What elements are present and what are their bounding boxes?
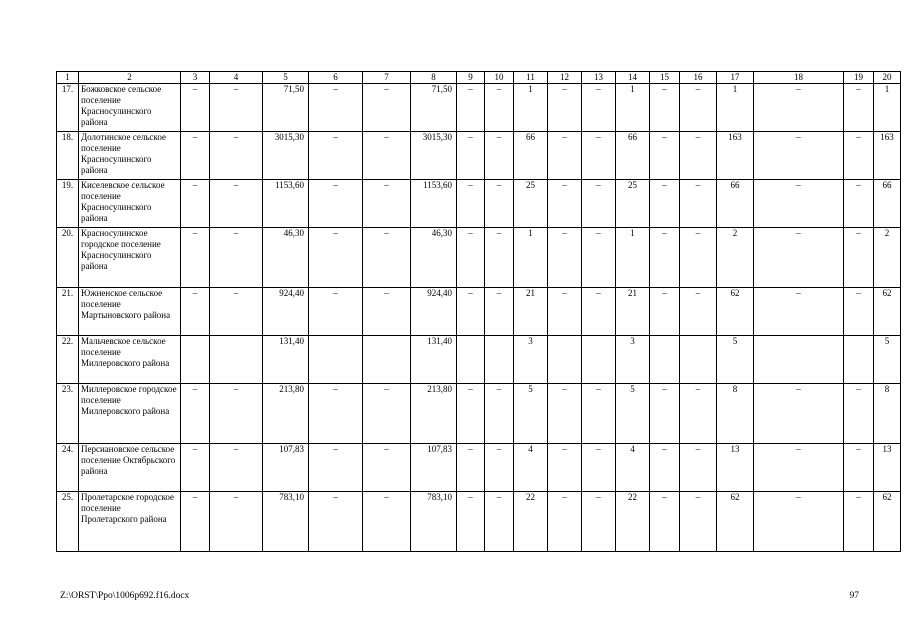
column-header: 10 xyxy=(485,72,514,84)
value-cell: 107,83 xyxy=(411,444,457,492)
column-header: 9 xyxy=(457,72,485,84)
column-header: 16 xyxy=(680,72,717,84)
value-cell: 71,50 xyxy=(411,84,457,132)
header-row xyxy=(57,72,901,84)
value-cell: – xyxy=(181,384,210,444)
value-cell: – xyxy=(582,84,616,132)
value-cell: 163 xyxy=(874,132,901,180)
table-row xyxy=(57,84,901,132)
value-cell: – xyxy=(210,180,263,228)
value-cell: – xyxy=(754,444,844,492)
value-cell: – xyxy=(548,180,582,228)
settlement-name-cell: Киселевское сельское поселение Красносулинского района xyxy=(79,180,181,228)
settlement-name-cell: Долотинское сельское поселение Красносулинского района xyxy=(79,132,181,180)
settlement-name-cell: Миллеровское городское поселение Миллеровского района xyxy=(79,384,181,444)
row-number-cell: 20. xyxy=(57,228,79,288)
value-cell: 22 xyxy=(514,492,548,552)
table-row xyxy=(57,492,901,552)
table-row xyxy=(57,228,901,288)
value-cell: 8 xyxy=(717,384,754,444)
value-cell: – xyxy=(181,228,210,288)
value-cell xyxy=(309,336,363,384)
value-cell: – xyxy=(457,384,485,444)
value-cell: – xyxy=(650,84,680,132)
column-header: 7 xyxy=(363,72,411,84)
value-cell: 13 xyxy=(717,444,754,492)
value-cell: – xyxy=(181,84,210,132)
value-cell: – xyxy=(363,288,411,336)
value-cell: 1 xyxy=(514,228,548,288)
value-cell: – xyxy=(754,228,844,288)
value-cell: 5 xyxy=(616,384,650,444)
value-cell xyxy=(650,336,680,384)
value-cell: 66 xyxy=(874,180,901,228)
table-row xyxy=(57,288,901,336)
value-cell: 131,40 xyxy=(263,336,309,384)
value-cell: – xyxy=(844,132,874,180)
row-number-cell: 19. xyxy=(57,180,79,228)
value-cell: 71,50 xyxy=(263,84,309,132)
value-cell: 3015,30 xyxy=(263,132,309,180)
table-row xyxy=(57,180,901,228)
value-cell: – xyxy=(181,180,210,228)
value-cell: – xyxy=(650,492,680,552)
column-header: 17 xyxy=(717,72,754,84)
value-cell: 1 xyxy=(616,84,650,132)
value-cell: – xyxy=(680,492,717,552)
value-cell: – xyxy=(485,288,514,336)
value-cell: – xyxy=(548,84,582,132)
settlement-name-cell: Персиановское сельское поселение Октябрьского района xyxy=(79,444,181,492)
value-cell: – xyxy=(457,84,485,132)
value-cell: – xyxy=(680,180,717,228)
value-cell: 2 xyxy=(874,228,901,288)
value-cell: 62 xyxy=(874,492,901,552)
value-cell: – xyxy=(363,228,411,288)
value-cell xyxy=(844,336,874,384)
column-header: 15 xyxy=(650,72,680,84)
value-cell: – xyxy=(680,132,717,180)
value-cell: – xyxy=(309,228,363,288)
value-cell: 46,30 xyxy=(411,228,457,288)
settlement-name-cell: Пролетарское городское поселение Пролетарского района xyxy=(79,492,181,552)
value-cell: – xyxy=(548,228,582,288)
column-header: 5 xyxy=(263,72,309,84)
value-cell: – xyxy=(650,180,680,228)
value-cell: 4 xyxy=(514,444,548,492)
value-cell: 1 xyxy=(616,228,650,288)
value-cell: 3015,30 xyxy=(411,132,457,180)
value-cell: – xyxy=(754,288,844,336)
column-header: 4 xyxy=(210,72,263,84)
value-cell: – xyxy=(363,384,411,444)
value-cell: – xyxy=(650,228,680,288)
value-cell: 21 xyxy=(514,288,548,336)
value-cell: – xyxy=(844,84,874,132)
value-cell: 924,40 xyxy=(263,288,309,336)
value-cell xyxy=(485,336,514,384)
value-cell: 783,10 xyxy=(263,492,309,552)
value-cell: 62 xyxy=(874,288,901,336)
value-cell: 5 xyxy=(874,336,901,384)
value-cell: – xyxy=(680,384,717,444)
settlement-name-cell: Мальчевское сельское поселение Миллеровского района xyxy=(79,336,181,384)
value-cell: – xyxy=(309,384,363,444)
column-header: 8 xyxy=(411,72,457,84)
value-cell: – xyxy=(485,180,514,228)
value-cell: – xyxy=(844,384,874,444)
value-cell: 25 xyxy=(616,180,650,228)
value-cell: 924,40 xyxy=(411,288,457,336)
value-cell: – xyxy=(754,132,844,180)
value-cell: – xyxy=(210,84,263,132)
value-cell: 62 xyxy=(717,492,754,552)
column-header: 2 xyxy=(79,72,181,84)
value-cell: 131,40 xyxy=(411,336,457,384)
value-cell: – xyxy=(582,444,616,492)
value-cell: – xyxy=(485,84,514,132)
data-table xyxy=(56,71,901,552)
value-cell: 1153,60 xyxy=(411,180,457,228)
value-cell xyxy=(754,336,844,384)
value-cell: – xyxy=(582,492,616,552)
value-cell: 213,80 xyxy=(263,384,309,444)
value-cell: 1 xyxy=(514,84,548,132)
value-cell: – xyxy=(210,228,263,288)
value-cell: – xyxy=(363,132,411,180)
value-cell xyxy=(181,336,210,384)
value-cell: – xyxy=(457,444,485,492)
value-cell: – xyxy=(650,444,680,492)
value-cell: – xyxy=(754,384,844,444)
value-cell: – xyxy=(754,492,844,552)
value-cell: – xyxy=(309,132,363,180)
value-cell: – xyxy=(210,444,263,492)
value-cell: – xyxy=(457,132,485,180)
row-number-cell: 25. xyxy=(57,492,79,552)
value-cell xyxy=(457,336,485,384)
column-header: 14 xyxy=(616,72,650,84)
value-cell: 1 xyxy=(717,84,754,132)
file-path: Z:\ORST\Ppo\1006p692.f16.docx xyxy=(60,591,190,601)
value-cell: – xyxy=(485,132,514,180)
value-cell: – xyxy=(485,384,514,444)
value-cell: – xyxy=(181,132,210,180)
value-cell: – xyxy=(680,84,717,132)
value-cell: 2 xyxy=(717,228,754,288)
value-cell: – xyxy=(457,492,485,552)
value-cell: – xyxy=(650,132,680,180)
value-cell: – xyxy=(650,384,680,444)
table-row xyxy=(57,444,901,492)
value-cell: – xyxy=(309,84,363,132)
value-cell xyxy=(680,336,717,384)
value-cell: – xyxy=(485,228,514,288)
column-header: 12 xyxy=(548,72,582,84)
value-cell: 1 xyxy=(874,84,901,132)
value-cell: – xyxy=(582,228,616,288)
value-cell: 8 xyxy=(874,384,901,444)
value-cell: 5 xyxy=(514,384,548,444)
column-header: 6 xyxy=(309,72,363,84)
value-cell: – xyxy=(485,492,514,552)
value-cell: 1153,60 xyxy=(263,180,309,228)
value-cell: – xyxy=(457,288,485,336)
row-number-cell: 21. xyxy=(57,288,79,336)
value-cell: – xyxy=(309,180,363,228)
value-cell: 4 xyxy=(616,444,650,492)
table-row xyxy=(57,132,901,180)
settlement-name-cell: Красносулинское городское поселение Красносулинского района xyxy=(79,228,181,288)
settlement-name-cell: Божковское сельское поселение Красносулинского района xyxy=(79,84,181,132)
value-cell: – xyxy=(210,492,263,552)
value-cell: 66 xyxy=(514,132,548,180)
value-cell: – xyxy=(485,444,514,492)
value-cell: 25 xyxy=(514,180,548,228)
row-number-cell: 23. xyxy=(57,384,79,444)
value-cell xyxy=(548,336,582,384)
column-header: 18 xyxy=(754,72,844,84)
value-cell: – xyxy=(844,288,874,336)
value-cell: 46,30 xyxy=(263,228,309,288)
value-cell: – xyxy=(548,444,582,492)
value-cell xyxy=(582,336,616,384)
value-cell: – xyxy=(548,492,582,552)
value-cell: – xyxy=(844,228,874,288)
value-cell: 66 xyxy=(616,132,650,180)
value-cell: – xyxy=(363,180,411,228)
column-header: 11 xyxy=(514,72,548,84)
value-cell: – xyxy=(582,288,616,336)
value-cell: – xyxy=(363,444,411,492)
settlement-name-cell: Южненское сельское поселение Мартыновского района xyxy=(79,288,181,336)
value-cell: – xyxy=(309,444,363,492)
value-cell: – xyxy=(309,492,363,552)
value-cell: 3 xyxy=(514,336,548,384)
value-cell: – xyxy=(582,384,616,444)
value-cell: – xyxy=(181,444,210,492)
value-cell: – xyxy=(548,132,582,180)
value-cell: – xyxy=(844,492,874,552)
value-cell xyxy=(363,336,411,384)
value-cell: 783,10 xyxy=(411,492,457,552)
column-header: 13 xyxy=(582,72,616,84)
table-row xyxy=(57,336,901,384)
value-cell: – xyxy=(680,288,717,336)
value-cell: – xyxy=(363,492,411,552)
column-header: 1 xyxy=(57,72,79,84)
value-cell: – xyxy=(680,228,717,288)
page-number: 97 xyxy=(849,591,859,601)
value-cell: – xyxy=(363,84,411,132)
value-cell: 21 xyxy=(616,288,650,336)
value-cell: 3 xyxy=(616,336,650,384)
value-cell: 163 xyxy=(717,132,754,180)
column-header: 20 xyxy=(874,72,901,84)
value-cell: – xyxy=(844,444,874,492)
value-cell: – xyxy=(582,180,616,228)
value-cell: – xyxy=(309,288,363,336)
value-cell: – xyxy=(754,84,844,132)
value-cell: – xyxy=(181,492,210,552)
value-cell: – xyxy=(210,132,263,180)
row-number-cell: 22. xyxy=(57,336,79,384)
value-cell: – xyxy=(181,288,210,336)
value-cell: – xyxy=(650,288,680,336)
row-number-cell: 18. xyxy=(57,132,79,180)
table-row xyxy=(57,384,901,444)
value-cell: – xyxy=(210,384,263,444)
value-cell: 62 xyxy=(717,288,754,336)
row-number-cell: 17. xyxy=(57,84,79,132)
value-cell: – xyxy=(844,180,874,228)
value-cell: – xyxy=(210,288,263,336)
value-cell: – xyxy=(680,444,717,492)
value-cell: – xyxy=(548,288,582,336)
value-cell: – xyxy=(582,132,616,180)
value-cell: 5 xyxy=(717,336,754,384)
value-cell: – xyxy=(457,180,485,228)
value-cell: 66 xyxy=(717,180,754,228)
row-number-cell: 24. xyxy=(57,444,79,492)
value-cell: 213,80 xyxy=(411,384,457,444)
value-cell: – xyxy=(548,384,582,444)
value-cell: 22 xyxy=(616,492,650,552)
value-cell: – xyxy=(457,228,485,288)
value-cell: – xyxy=(754,180,844,228)
value-cell: 107,83 xyxy=(263,444,309,492)
column-header: 3 xyxy=(181,72,210,84)
value-cell: 13 xyxy=(874,444,901,492)
value-cell xyxy=(210,336,263,384)
column-header: 19 xyxy=(844,72,874,84)
